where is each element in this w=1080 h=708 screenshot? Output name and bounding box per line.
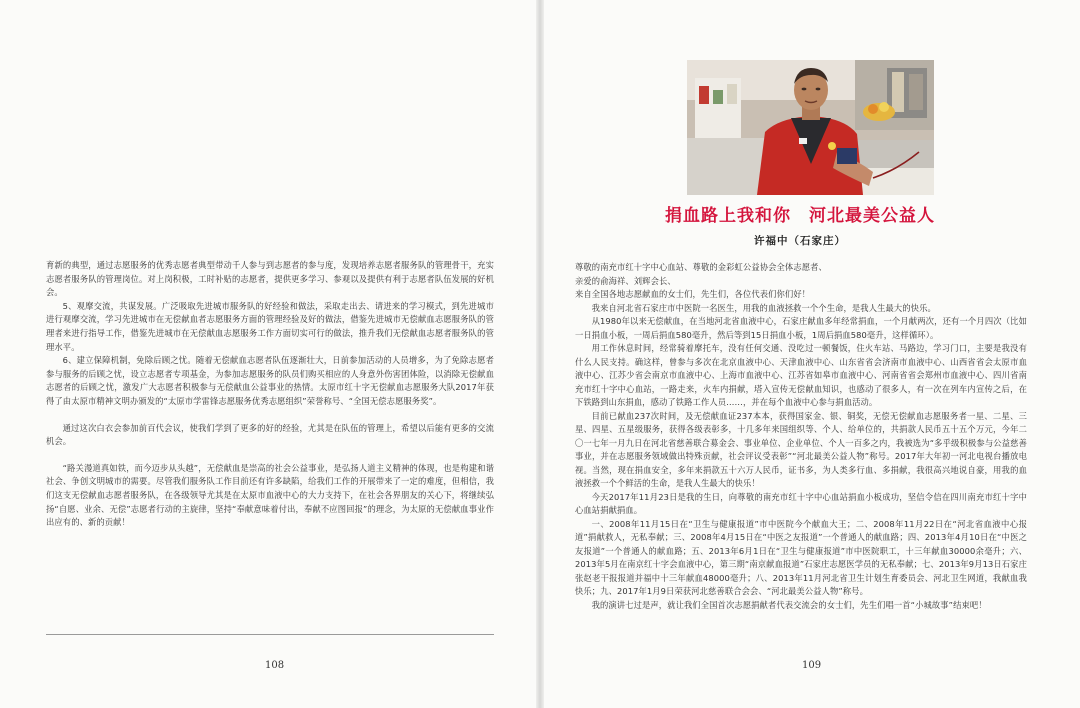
- paragraph: 用工作休息时间，经常骑着摩托车，没有任何交通、没吃过一顿餐饭，住火车站、马路边，学习门口，主要是我没有什么人民支持。确这样，曾参与多次在北京血液中心、天津血液中心、山东省省会济南市血液中心、山西省省会太原市血液中心、江苏少省会南京市血液中心、上海市血液中心、江苏省如皋市血液中心、河南省省会郑州市血液中心、四川省南充市红十字中心血站，一路走来，火车内捐献，塔入宣传无偿献血知识，也感动了很多人，有一次在列车内宣传之后，在下铁路到山东捐血，感动了铁路工作人员……，并在每个血液中心参与捐血活动。: [575, 343, 1027, 407]
- page-number: 108: [265, 660, 285, 671]
- right-page-body: [575, 261, 1027, 612]
- paragraph: 5、观摩交流，共谋发展。广泛吸取先进城市服务队的好经验和做法，采取走出去、请进来的学习模式，到先进城市进行观摩交流，学习先进城市在无偿献血者志愿服务方面的管理经验及好的做法，借鉴先进城市无偿献血志愿服务队的管理者来进行指导工作，借鉴先进城市在无偿献血志愿服务工作方面切实可行的做法，推升我们无偿献血志愿者服务队的管理水平。: [46, 300, 494, 352]
- article-title: 捐血路上我和你 河北最美公益人: [665, 206, 935, 226]
- paragraph: 从1980年以来无偿献血，在当地河北省血液中心，石家庄献血多年经常捐血，一个月献两次，还有一个月四次（比如一日捐血小板，一周后捐血580毫升，然后等到15日捐血小板，1周后捐血580毫升，这样循环）。: [575, 316, 1027, 340]
- page-number: 109: [802, 660, 822, 671]
- paragraph: 亲爱的俞海祥、刘辉会长、: [575, 275, 676, 286]
- book-gutter: [536, 0, 544, 708]
- paragraph: 通过这次白衣会参加前百代会议，使我们学到了更多的好的经验，尤其是在队伍的管理上，希望以后能有更多的交流机会。: [46, 422, 494, 447]
- paragraph: 尊敬的南充市红十字中心血站、尊敬的金彩虹公益协会全体志愿者、: [575, 262, 827, 272]
- left-page: [0, 0, 536, 708]
- paragraph: 育新的典型，通过志愿服务的优秀志愿者典型带动千人参与到志愿者的参与度，发现培养志愿者服务队的管理骨干，充实志愿者服务队的管理岗位。对上岗积极，工时补贴的志愿者，提供更多学习、参观以及提供有利于志愿者队伍发展的好机会。: [46, 260, 494, 298]
- left-page-body: [46, 259, 494, 530]
- paragraph: 6、建立保障机制，免除后顾之忧。随着无偿献血志愿者队伍逐渐壮大，日前参加活动的人员增多，为了免除志愿者参与服务的后顾之忧，设立志愿者专项基金，为参加志愿服务的队员们购买相应的人身意外伤害团体险，以消除无偿献血志愿者的后顾之忧，激发广大志愿者积极参与无偿献血公益事业的热情。太原市红十字无偿献血志愿服务大队2017年获得了由太原市精神文明办颁发的“太原市学雷锋志愿服务优秀志愿组织”荣誉称号、“全国无偿志愿服务奖”。: [46, 355, 494, 406]
- footer-divider: [46, 634, 494, 635]
- paragraph: 我的演讲七过是声，就让我们全国首次志愿捐献者代表交流会的女士们，先生们唱一首“小城故事”结束吧！: [591, 599, 987, 610]
- paragraph: 来自全国各地志愿献血的女士们，先生们，各位代表们你们好！: [575, 289, 811, 299]
- paragraph: 今天2017年11月23日是我的生日，向尊敬的南充市红十字中心血站捐血小板成功，坚信令信在四川南充市红十字中心血站捐献捐血。: [575, 491, 1027, 515]
- article-byline: 许福中（石家庄）: [754, 235, 846, 247]
- paragraph: 目前已献血237次时间，及无偿献血证237本本，获得国家金、银、铜奖，无偿无偿献血志愿服务者一星、二星、三星、四星、五星级服务，获得各级表彰多，十几多年来国组织等、个人、给单位的，共捐款人民币五十五个万元，今年二〇一七年一月九日在河北省慈善联合募金会、事业单位、企业单位、个人一百多之内，我被选为“多乎级积极参与公益慈善事业，并在志愿服务领域做出特殊贡献，社会评议受表彰”“河北最美公益人物”称号。2017年大年初一河北电视台播放电视。当然，现在捐血安全，多年来捐款五十六万人民币，证书多，为人类多行血、多捐献，我很高兴地说自豪，用我的血液拯救一个个鲜活的生命，是我人生最大的快乐！: [575, 410, 1027, 488]
- paragraph: 我来自河北省石家庄市中医院一名医生，用我的血液拯救一个个生命，是我人生最大的快乐。: [591, 302, 936, 313]
- paragraph: “路关漫道真如铁，而今迈步从头越”，无偿献血是崇高的社会公益事业，是弘扬人道主义精神的体现，也是构建和谐社会、争创文明城市的需要。尽管我们服务队工作目前还有许多缺陷，给我们工作的开展带来了一定的难度，但相信，我们这支无偿献血志愿者服务队，在各级领导尤其是在太原市血液中心的大力支持下，在社会各界朋友的关心下，将继续弘扬“自愿、业余、无偿”志愿者行动的主旋律，坚持“奉献意味着付出，奉献不应图回报”的理念，为太原的无偿献血事业作出应有的、新的贡献！: [46, 462, 494, 528]
- donor-photo: [687, 60, 934, 195]
- paragraph: 一、2008年11月15日在“卫生与健康报道”市中医院今个献血大王；二、2008年11月22日在“河北省血液中心报道”捐献救人，无私奉献；三、2008年4月15日在“中医之友报道”一个普通人的献血路；四、2013年4月10日在“中医之友报道”一个普通人的献血路；五、2013年6月1日在“卫生与健康报道”市中医院职工，十三年献血30000余毫升；六、2013年5月在南京红十字会血液中心，第三期“南京献血报道”石家庄志愿医学员的无私奉献；七、2013年9月13日石家庄张赵老干报报道并福中十三年献血48000毫升；八、2013年11月河北省卫生计划生育委员会、河北卫生网道，我献血我快乐；九、2017年1月9日荣获河北慈善联合会会、“河北最美公益人物”称号。: [575, 518, 1027, 596]
